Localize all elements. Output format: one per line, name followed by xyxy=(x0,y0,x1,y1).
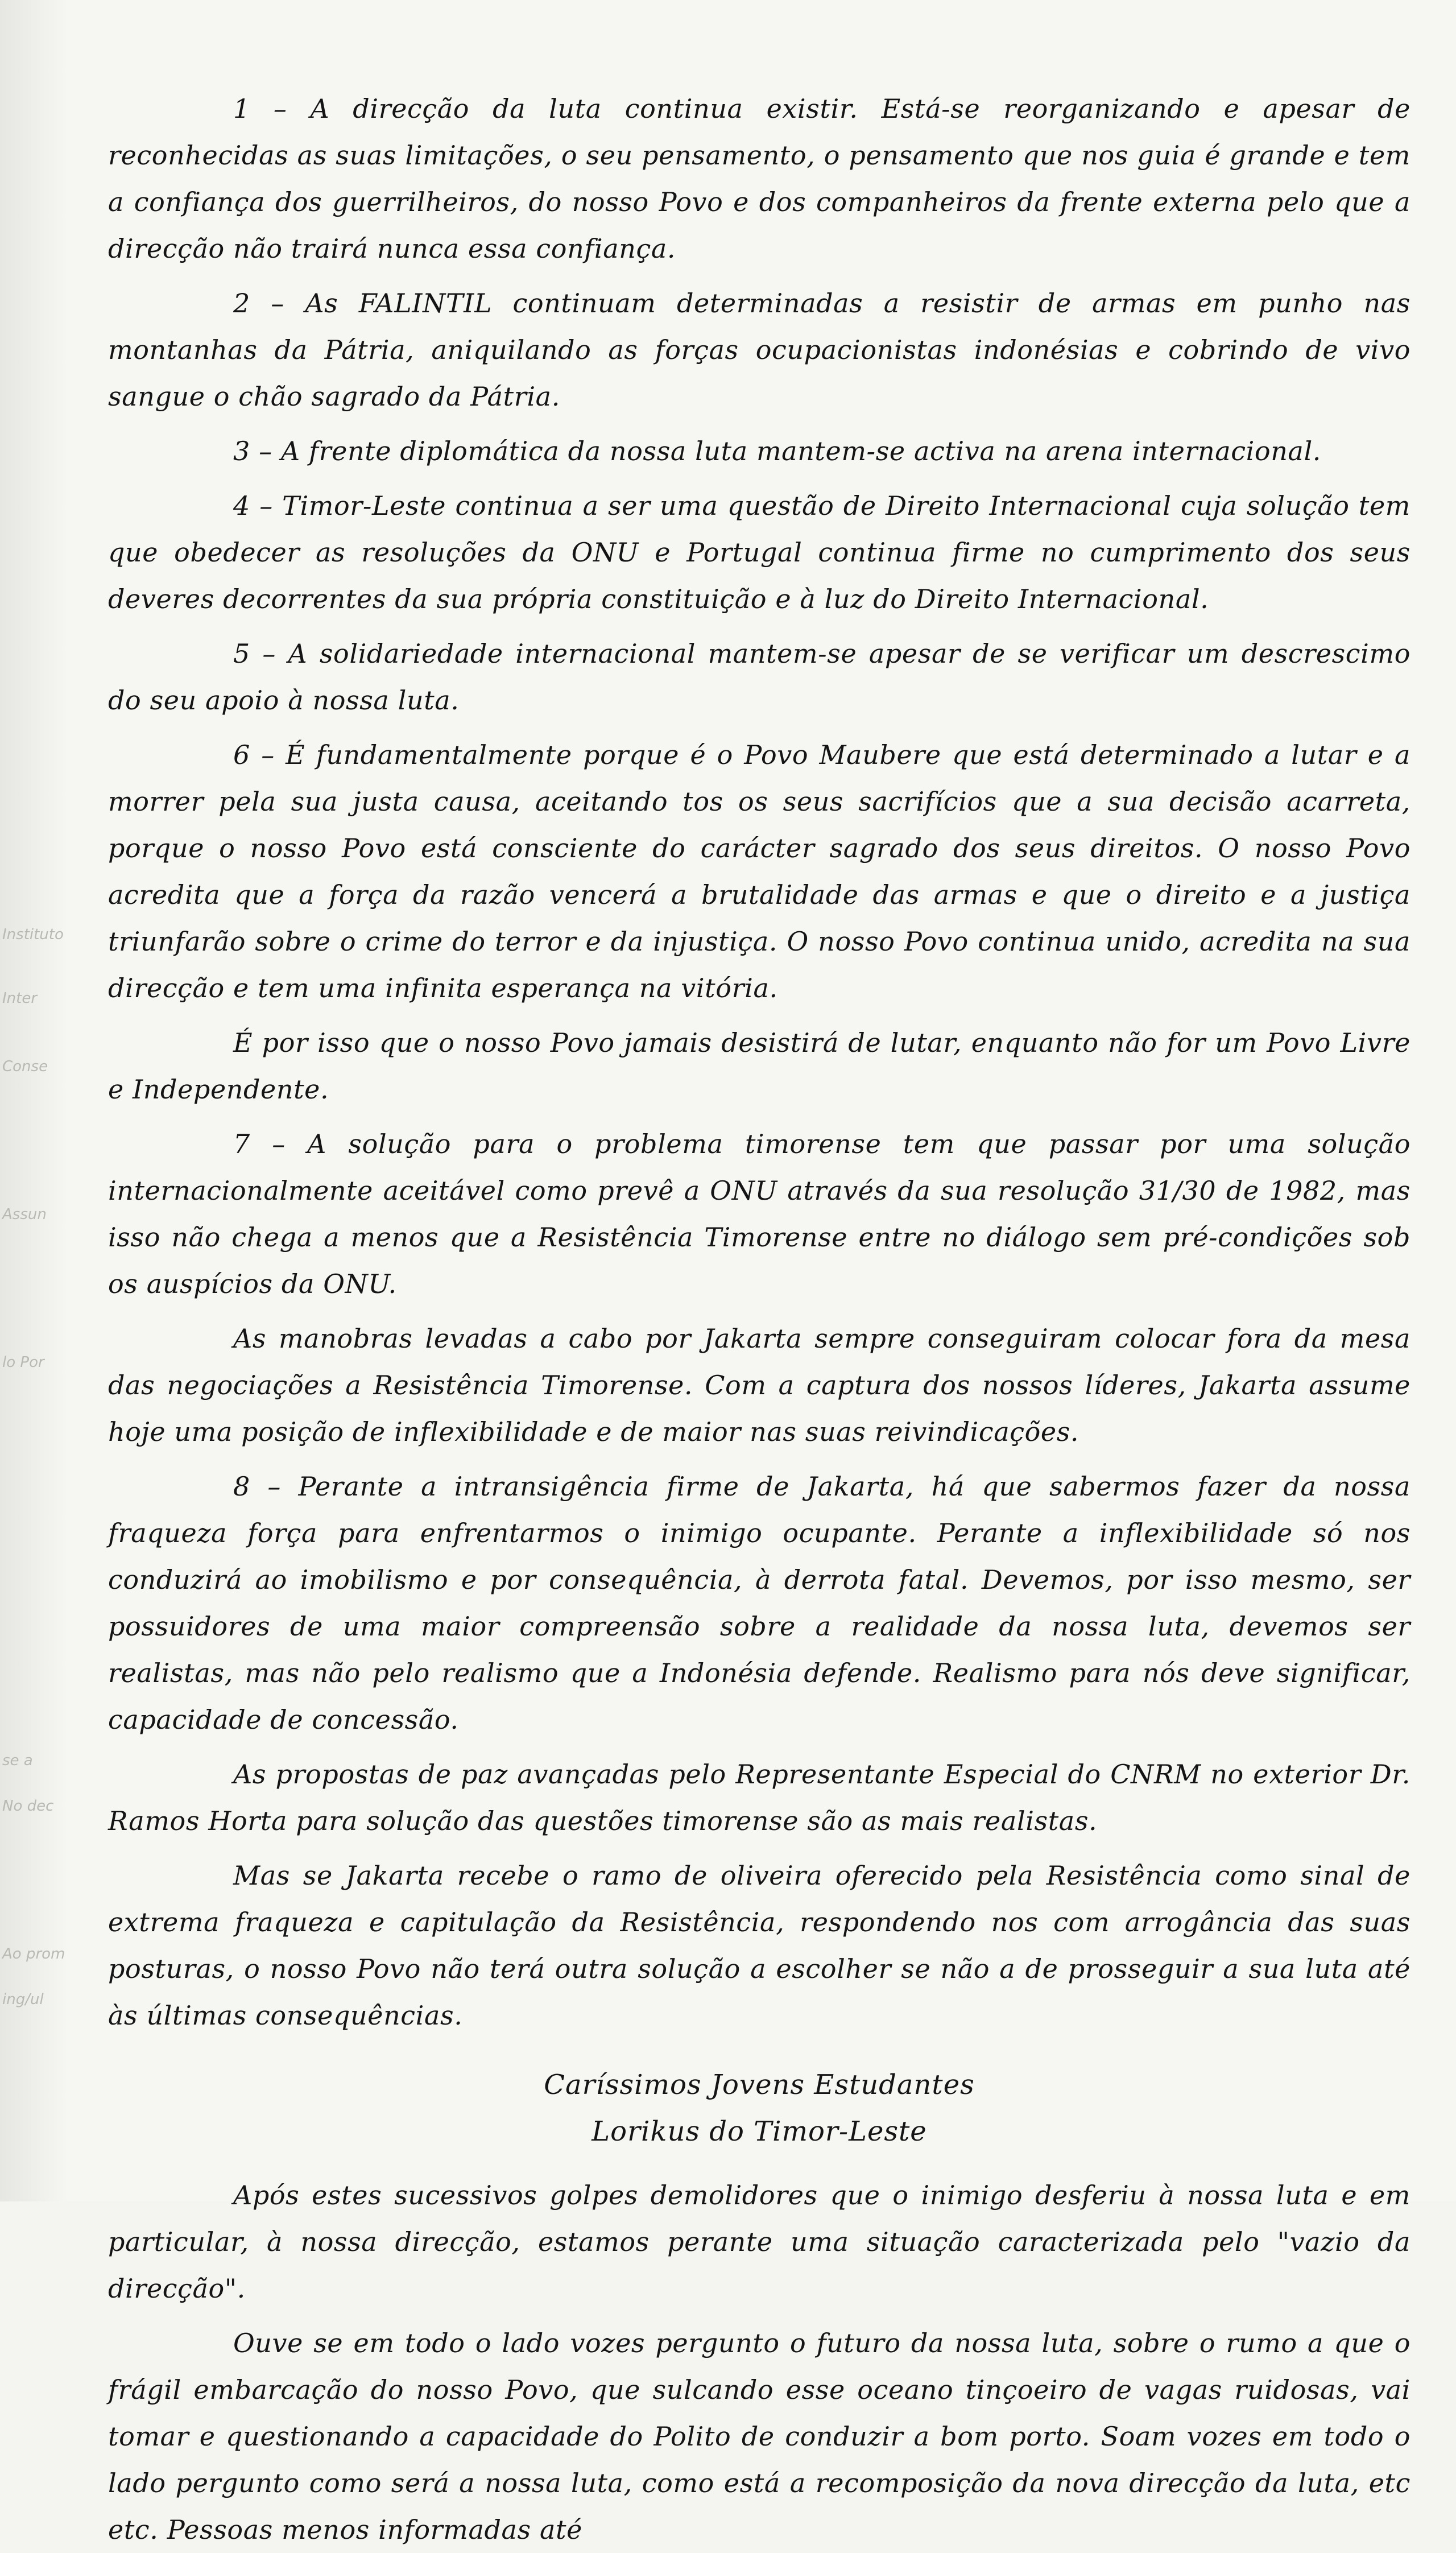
closing-paragraph-1: Após estes sucessivos golpes demolidores que o inimigo desferiu à nossa luta e em particular, à nossa direcção, estamos perante uma situação caracterizada pelo "vazio da direcção". xyxy=(108,2180,1410,2304)
paragraph-5: 5 – A solidariedade internacional mantem-se apesar de se verificar um descrescimo do seu apoio à nossa luta. xyxy=(108,638,1410,716)
margin-bleed-text: Ao prom xyxy=(2,1945,65,1963)
paragraph-6-continued: É por isso que o nosso Povo jamais desistirá de lutar, enquanto não for um Povo Livre e Independente. xyxy=(108,1027,1410,1105)
margin-bleed-text: Assun xyxy=(2,1206,47,1223)
margin-bleed-text: Instituto xyxy=(2,926,64,943)
paragraph-8-conclusion: Mas se Jakarta recebe o ramo de oliveira oferecido pela Resistência como sinal de extrema fraqueza e capitulação da Resistência, respondendo nos com arrogância das suas posturas, o nosso Povo não terá outra solução a escolher se não a de prosseguir a sua luta até às últimas consequências. xyxy=(108,1860,1410,2031)
paragraph-2: 2 – As FALINTIL continuam determinadas a resistir de armas em punho nas montanhas da Pátria, aniquilando as forças ocupacionistas indonésias e cobrindo de vivo sangue o chão sagrado da Pátria. xyxy=(108,288,1410,412)
margin-bleed-text: Conse xyxy=(2,1058,48,1075)
margin-bleed-text: lo Por xyxy=(2,1354,44,1371)
scan-margin-shadow xyxy=(0,0,68,2201)
closing-paragraph-2: Ouve se em todo o lado vozes pergunto o futuro da nossa luta, sobre o rumo a que o frágil embarcação do nosso Povo, que sulcando esse oceano tinçoeiro de vagas ruidosas, vai tomar e questionando a capacidade do Polito de conduzir a bom porto. Soam vozes em todo o lado pergunto como será a nossa luta, como está a recomposição da nova direcção da luta, etc etc. Pessoas menos informadas até xyxy=(108,2328,1410,2545)
salutation-heading xyxy=(108,2062,1410,2155)
paragraph-8-continued: As propostas de paz avançadas pelo Representante Especial do CNRM no exterior Dr. Ramos Horta para solução das questões timorense são as mais realistas. xyxy=(108,1759,1410,1836)
margin-bleed-text: No dec xyxy=(2,1798,54,1815)
paragraph-1: 1 – A direcção da luta continua existir. Está-se reorganizando e apesar de reconhecidas as suas limitações, o seu pensamento, o pensamento que nos guia é grande e tem a confiança dos guerrilheiros, do nosso Povo e dos companheiros da frente externa pelo que a direcção não trairá nunca essa confiança. xyxy=(108,93,1410,264)
paragraph-8: 8 – Perante a intransigência firme de Jakarta, há que sabermos fazer da nossa fraqueza força para enfrentarmos o inimigo ocupante. Perante a inflexibilidade só nos conduzirá ao imobilismo e por consequência, à derrota fatal. Devemos, por isso mesmo, ser possuidores de uma maior compreensão sobre a realidade da nossa luta, devemos ser realistas, mas não pelo realismo que a Indonésia defende. Realismo para nós deve significar, capacidade de concessão. xyxy=(108,1471,1410,1735)
paragraph-3: 3 – A frente diplomática da nossa luta mantem-se activa na arena internacional. xyxy=(233,436,1321,466)
paragraph-7: 7 – A solução para o problema timorense tem que passar por uma solução internacionalmente aceitável como prevê a ONU através da sua resolução 31/30 de 1982, mas isso não chega a menos que a Resistência Timorense entre no diálogo sem pré-condições sob os auspícios da ONU. xyxy=(108,1129,1410,1299)
margin-bleed-text: se a xyxy=(2,1752,33,1769)
handwritten-text-body xyxy=(108,85,1410,2553)
heading-line-2: Lorikus do Timor-Leste xyxy=(592,2116,927,2147)
paragraph-4: 4 – Timor-Leste continua a ser uma questão de Direito Internacional cuja solução tem que obedecer as resoluções da ONU e Portugal continua firme no cumprimento dos seus deveres decorrentes da sua própria constituição e à luz do Direito Internacional. xyxy=(108,490,1410,614)
paragraph-6: 6 – É fundamentalmente porque é o Povo Maubere que está determinado a lutar e a morrer pela sua justa causa, aceitando tos os seus sacrifícios que a sua decisão acarreta, porque o nosso Povo está consciente do carácter sagrado dos seus direitos. O nosso Povo acredita que a força da razão vencerá a brutalidade das armas e que o direito e a justiça triunfarão sobre o crime do terror e da injustiça. O nosso Povo continua unido, acredita na sua direcção e tem uma infinita esperança na vitória. xyxy=(108,740,1410,1003)
paragraph-7-continued: As manobras levadas a cabo por Jakarta sempre conseguiram colocar fora da mesa das negociações a Resistência Timorense. Com a captura dos nossos líderes, Jakarta assume hoje uma posição de inflexibilidade e de maior nas suas reivindicações. xyxy=(108,1323,1410,1447)
margin-bleed-text: ing/ul xyxy=(2,1991,44,2008)
margin-bleed-text: Inter xyxy=(2,990,38,1007)
heading-line-1: Caríssimos Jovens Estudantes xyxy=(544,2069,975,2101)
